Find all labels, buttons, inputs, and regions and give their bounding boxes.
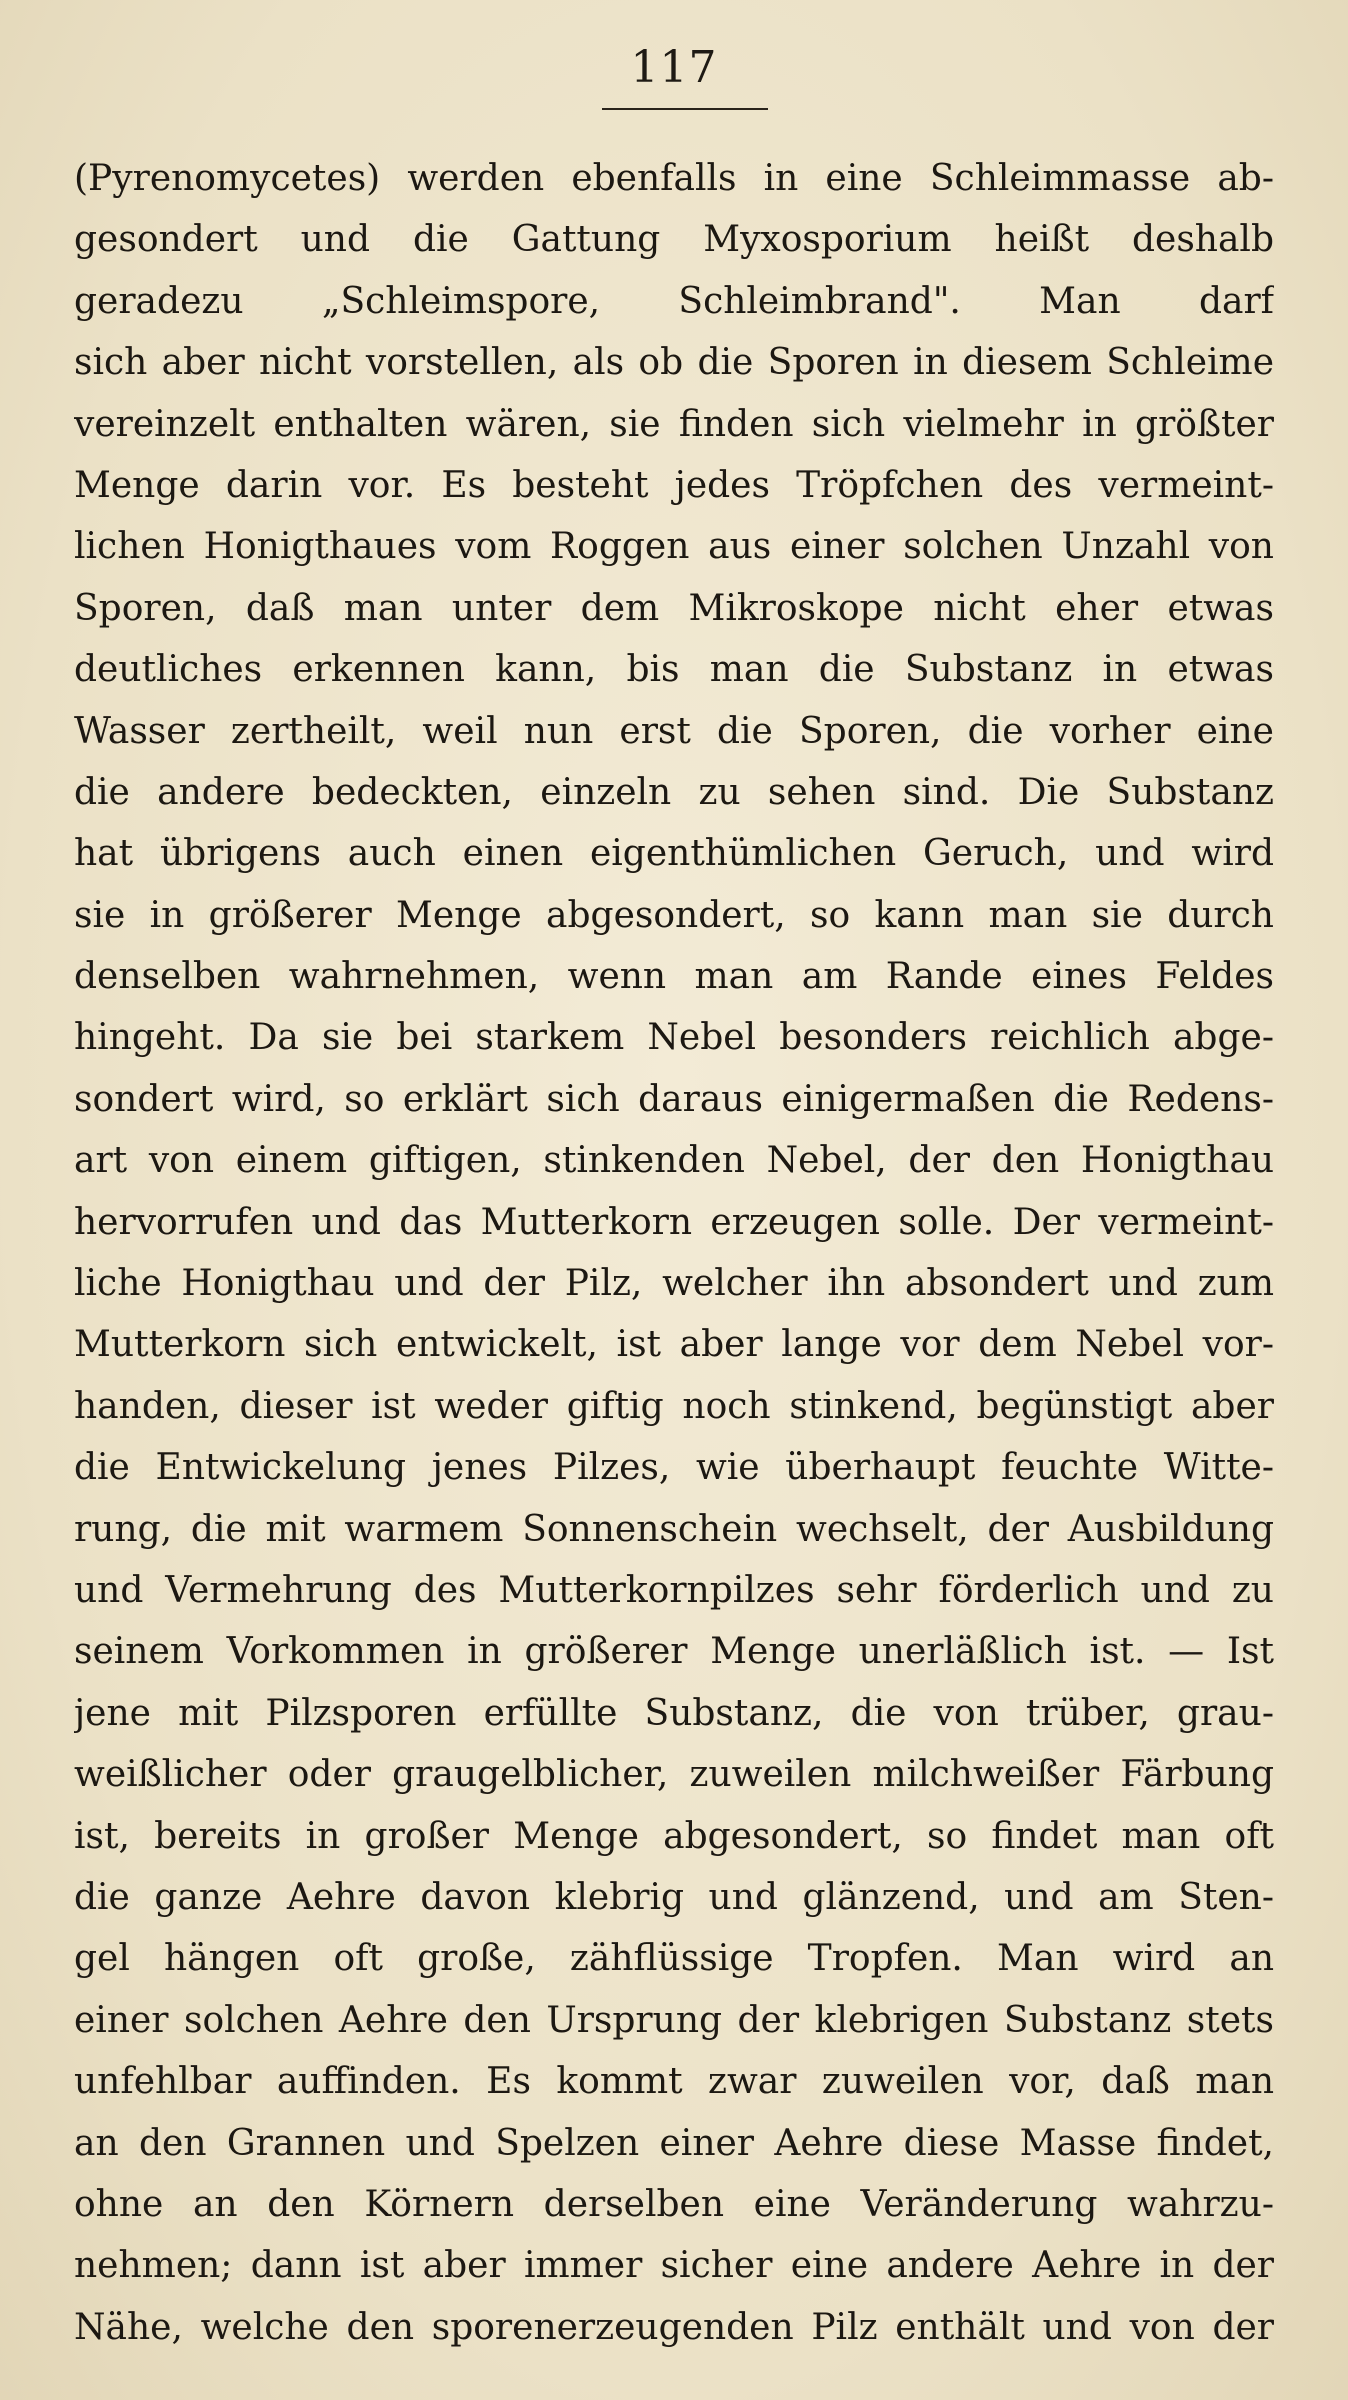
text-line: jene mit Pilzsporen erfüllte Substanz, die von trüber, grau-: [74, 1692, 1274, 1734]
text-line: die Entwickelung jenes Pilzes, wie überhaupt feuchte Witte-: [74, 1447, 1274, 1489]
text-line: lichen Honigthaues vom Roggen aus einer solchen Unzahl von: [74, 526, 1274, 568]
text-line: vereinzelt enthalten wären, sie finden sich vielmehr in größter: [74, 403, 1274, 445]
text-line: sondert wird, so erklärt sich daraus einigermaßen die Redens-: [74, 1078, 1274, 1120]
text-line: art von einem giftigen, stinkenden Nebel, der den Honigthau: [74, 1140, 1274, 1182]
text-line: Nähe, welche den sporenerzeugenden Pilz enthält und von der: [74, 2306, 1274, 2348]
page-number: 117: [630, 42, 718, 93]
body-text: [74, 148, 1274, 2358]
text-line: Sporen, daß man unter dem Mikroskope nicht eher etwas: [74, 587, 1274, 629]
text-line: hingeht. Da sie bei starkem Nebel besonders reichlich abge-: [74, 1017, 1274, 1059]
header-rule: [602, 108, 768, 110]
text-line: Menge darin vor. Es besteht jedes Tröpfchen des vermeint-: [74, 464, 1274, 506]
text-line: nehmen; dann ist aber immer sicher eine andere Aehre in der: [74, 2245, 1274, 2287]
text-line: seinem Vorkommen in größerer Menge unerläßlich ist. — Ist: [74, 1631, 1274, 1673]
text-line: rung, die mit warmem Sonnenschein wechselt, der Ausbildung: [74, 1508, 1274, 1550]
text-line: an den Grannen und Spelzen einer Aehre diese Masse findet,: [74, 2122, 1274, 2164]
text-line: (Pyrenomycetes) werden ebenfalls in eine Schleimmasse ab-: [74, 158, 1274, 199]
text-line: und Vermehrung des Mutterkornpilzes sehr förderlich und zu: [74, 1569, 1274, 1611]
text-line: denselben wahrnehmen, wenn man am Rande eines Feldes: [74, 956, 1274, 998]
text-line: handen, dieser ist weder giftig noch stinkend, begünstigt aber: [74, 1385, 1274, 1427]
text-line: Wasser zertheilt, weil nun erst die Sporen, die vorher eine: [74, 710, 1274, 752]
text-line: sich aber nicht vorstellen, als ob die Sporen in diesem Schleime: [74, 342, 1274, 384]
text-line: die ganze Aehre davon klebrig und glänzend, und am Sten-: [74, 1876, 1274, 1918]
text-line: hervorrufen und das Mutterkorn erzeugen solle. Der vermeint-: [74, 1201, 1274, 1243]
text-line: sie in größerer Menge abgesondert, so kann man sie durch: [74, 894, 1274, 936]
text-line: gel hängen oft große, zähflüssige Tropfen. Man wird an: [74, 1938, 1274, 1980]
text-line: einer solchen Aehre den Ursprung der klebrigen Substanz stets: [74, 1999, 1274, 2041]
text-line: weißlicher oder graugelblicher, zuweilen milchweißer Färbung: [74, 1754, 1274, 1796]
text-line: ist, bereits in großer Menge abgesondert, so findet man oft: [74, 1815, 1274, 1857]
text-line: Mutterkorn sich entwickelt, ist aber lange vor dem Nebel vor-: [74, 1324, 1274, 1366]
text-line: ohne an den Körnern derselben eine Veränderung wahrzu-: [74, 2183, 1274, 2225]
text-line: gesondert und die Gattung Myxosporium heißt deshalb: [74, 219, 1274, 261]
text-line: hat übrigens auch einen eigenthümlichen Geruch, und wird: [74, 833, 1274, 875]
text-line: die andere bedeckten, einzeln zu sehen sind. Die Substanz: [74, 771, 1274, 813]
text-line: geradezu „Schleimspore, Schleimbrand". Man darf: [74, 280, 1274, 322]
text-line: liche Honigthau und der Pilz, welcher ihn absondert und zum: [74, 1263, 1274, 1305]
text-line: deutliches erkennen kann, bis man die Substanz in etwas: [74, 649, 1274, 691]
text-line: unfehlbar auffinden. Es kommt zwar zuweilen vor, daß man: [74, 2061, 1274, 2103]
